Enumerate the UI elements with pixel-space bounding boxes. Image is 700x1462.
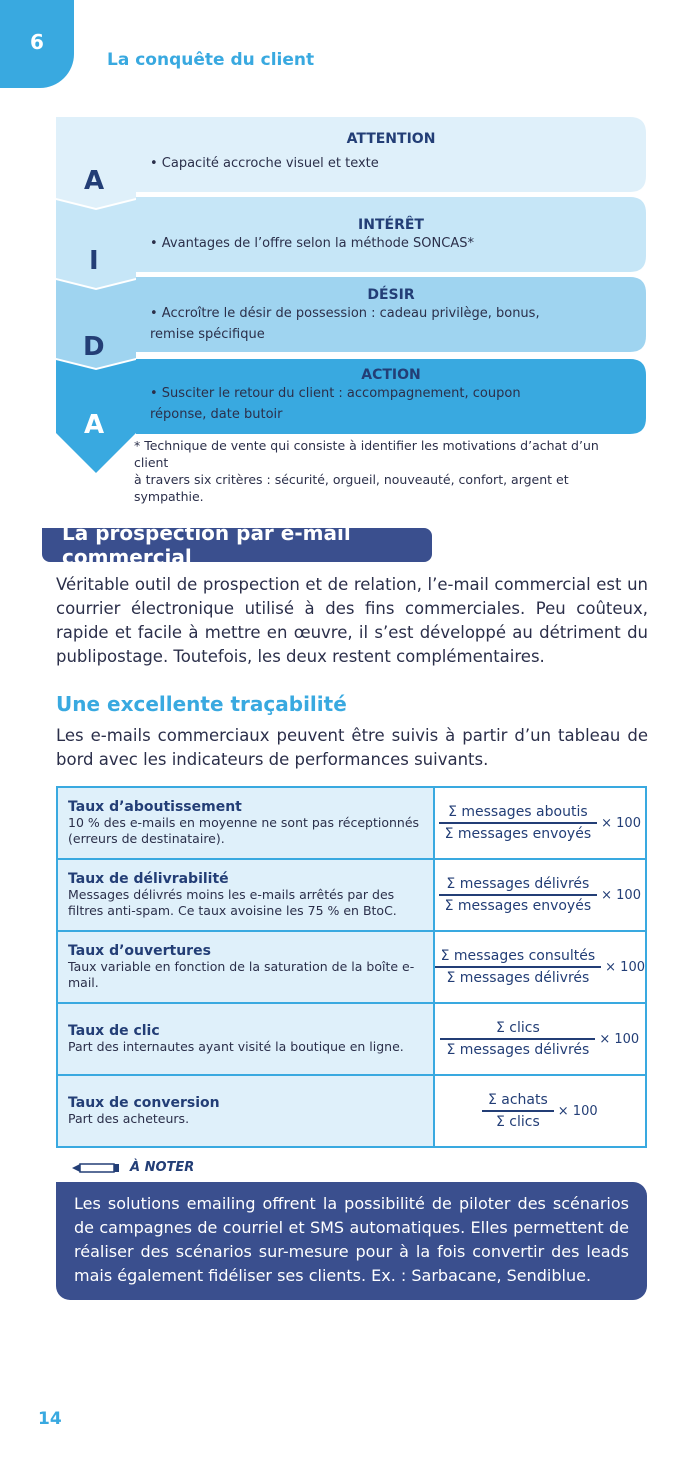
section-title: La prospection par e-mail commercial (42, 528, 432, 562)
table-row (57, 1075, 646, 1147)
kpi-description-cell (57, 931, 434, 1003)
kpi-formula-cell (434, 1075, 646, 1147)
kpi-table (56, 786, 647, 1148)
kpi-formula-cell (434, 931, 646, 1003)
formula-denominator: Σ clics (495, 1113, 540, 1130)
kpi-formula (435, 802, 645, 844)
kpi-formula-cell (434, 787, 646, 859)
formula-multiplier: × 100 (601, 815, 641, 831)
aida-footnote (134, 437, 614, 505)
note-label (72, 1160, 194, 1175)
aida-step-action (136, 367, 646, 425)
formula-multiplier: × 100 (557, 1103, 598, 1119)
formula-multiplier: × 100 (599, 1031, 640, 1047)
kpi-name: Taux de délivrabilité (68, 871, 229, 887)
subsection-intro: Les e-mails commerciaux peuvent être suivis à partir d’un tableau de bord avec les indicateurs de performances suivants. (56, 726, 648, 769)
note-box: Les solutions emailing offrent la possibilité de piloter des scénarios de campagnes de courriel et SMS automatiques. Elles permettent de réaliser des scénarios sur-mesure pour à la fois convertir des leads mais également fidéliser ses clients. Ex. : Sarbacane, Sendiblue. (56, 1182, 647, 1300)
aida-letter-a: A (84, 166, 105, 196)
formula-numerator: Σ clics (496, 1020, 540, 1037)
aida-step-title: INTÉRÊT (358, 217, 424, 233)
aida-step-title: ATTENTION (346, 131, 436, 147)
formula-multiplier: × 100 (605, 959, 645, 975)
aida-step-text: • Susciter le retour du client : accompagnement, coupon (150, 386, 521, 401)
kpi-formula-cell (434, 859, 646, 931)
formula-numerator: Σ messages consultés (440, 948, 596, 965)
page-number: 14 (38, 1409, 62, 1429)
kpi-name: Taux d’ouvertures (68, 943, 211, 959)
aida-step-text: • Accroître le désir de possession : cadeau privilège, bonus, (150, 306, 540, 321)
kpi-desc: 10 % des e-mails en moyenne ne sont pas réceptionnés (erreurs de destinataire). (68, 815, 420, 846)
table-row (57, 931, 646, 1003)
aida-step-title: ACTION (361, 367, 421, 383)
aida-step-attention (136, 131, 646, 174)
formula-numerator: Σ achats (487, 1092, 548, 1109)
aida-step-desir (136, 287, 646, 345)
chapter-title: La conquête du client (107, 50, 315, 70)
aida-letter-d: D (83, 332, 105, 362)
aida-step-interet (136, 217, 646, 254)
table-row (57, 1003, 646, 1075)
aida-step-text: • Avantages de l’offre selon la méthode SONCAS* (150, 236, 474, 251)
kpi-desc: Messages délivrés moins les e-mails arrêtés par des filtres anti-spam. Ce taux avoisine les 75 % en BtoC. (68, 887, 397, 918)
formula-denominator: Σ messages délivrés (446, 969, 590, 986)
footnote-line: à travers six critères : sécurité, orgueil, nouveauté, confort, argent et sympathie. (134, 472, 569, 504)
kpi-desc: Part des acheteurs. (68, 1111, 190, 1126)
table-row (57, 859, 646, 931)
kpi-name: Taux de conversion (68, 1095, 220, 1111)
aida-letter-a-action: A (84, 410, 105, 440)
kpi-name: Taux de clic (68, 1023, 160, 1039)
chapter-number: 6 (30, 30, 44, 54)
kpi-name: Taux d’aboutissement (68, 799, 242, 815)
subsection-title: Une excellente traçabilité (56, 692, 347, 716)
note-label-text: À NOTER (130, 1160, 195, 1175)
section-intro: Véritable outil de prospection et de relation, l’e-mail commercial est un courrier électronique utilisé à des fins commerciales. Peu coûteux, rapide et facile à mettre en œuvre, il s’est développé au détriment du publipostage. Toutefois, les deux restent complémentaires. (56, 575, 648, 666)
formula-denominator: Σ messages envoyés (444, 897, 592, 914)
footnote-line: * Technique de vente qui consiste à identifier les motivations d’achat d’un client (134, 438, 599, 470)
aida-step-text: remise spécifique (150, 327, 265, 342)
kpi-formula (435, 946, 645, 988)
kpi-description-cell (57, 787, 434, 859)
formula-numerator: Σ messages aboutis (448, 804, 588, 821)
aida-step-text: • Capacité accroche visuel et texte (150, 156, 379, 171)
formula-multiplier: × 100 (601, 887, 641, 903)
kpi-description-cell (57, 859, 434, 931)
kpi-desc: Part des internautes ayant visité la boutique en ligne. (68, 1039, 404, 1054)
formula-denominator: Σ messages délivrés (446, 1041, 590, 1058)
aida-diagram (0, 0, 700, 504)
aida-letter-i: I (89, 246, 99, 276)
kpi-description-cell (57, 1003, 434, 1075)
kpi-desc: Taux variable en fonction de la saturation de la boîte e-mail. (68, 959, 415, 990)
kpi-formula (435, 874, 645, 916)
aida-step-title: DÉSIR (367, 287, 415, 303)
table-row (57, 787, 646, 859)
kpi-formula-cell (434, 1003, 646, 1075)
aida-step-text: réponse, date butoir (150, 407, 283, 422)
formula-numerator: Σ messages délivrés (446, 876, 590, 893)
kpi-formula (435, 1018, 645, 1060)
formula-denominator: Σ messages envoyés (444, 825, 592, 842)
pencil-icon (72, 1163, 120, 1173)
kpi-description-cell (57, 1075, 434, 1147)
kpi-formula (435, 1090, 645, 1132)
